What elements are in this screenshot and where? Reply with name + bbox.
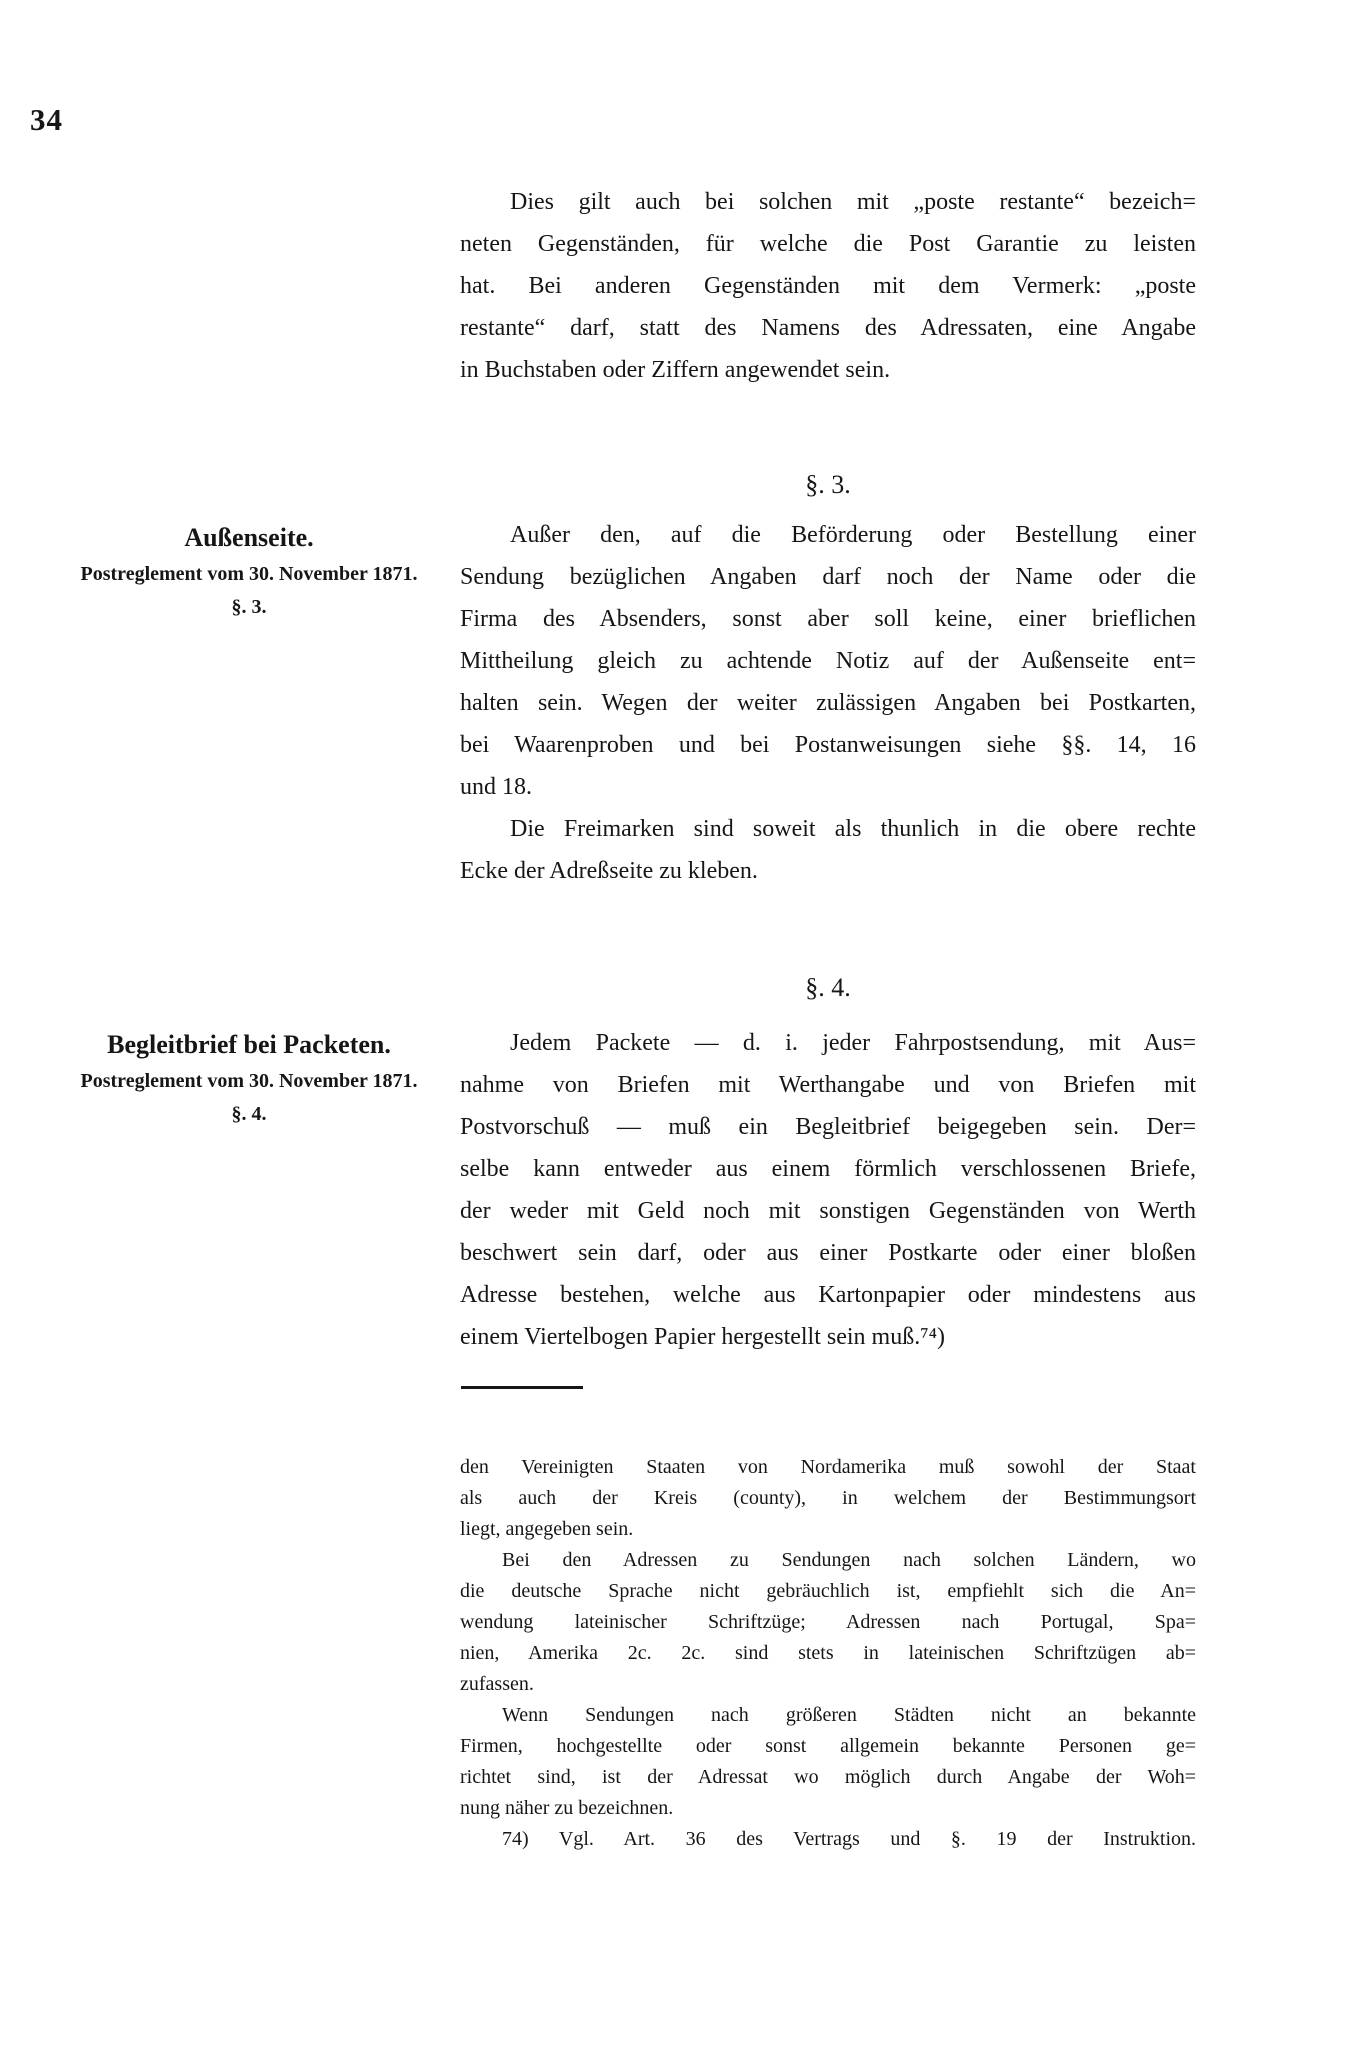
section-4-heading: §. 4.: [805, 973, 851, 1002]
text-line: halten sein. Wegen der weiter zulässigen Angaben bei Postkarten,: [460, 690, 1196, 716]
margin-note-title: Begleitbrief bei Packeten.: [107, 1030, 391, 1059]
text-line: richtet sind, ist der Adressat wo möglich durch Angabe der Woh=: [460, 1766, 1196, 1788]
text-line: Außer den, auf die Beförderung oder Bestellung einer: [510, 522, 1196, 548]
footnote-paragraph: [460, 1700, 1196, 1824]
section-3-paragraph-2: [460, 808, 1196, 892]
text-line: Wenn Sendungen nach größeren Städten nicht an bekannte: [502, 1704, 1196, 1726]
text-line: hat. Bei anderen Gegenständen mit dem Vermerk: „poste: [460, 273, 1196, 299]
text-line: in Buchstaben oder Ziffern angewendet sein.: [460, 357, 891, 383]
margin-note-source: Postreglement vom 30. November 1871.: [80, 563, 418, 585]
text-line: beschwert sein darf, oder aus einer Postkarte oder einer bloßen: [460, 1240, 1196, 1266]
section-3-paragraph-1: [460, 514, 1196, 808]
section-4-paragraph-1: [460, 1022, 1196, 1358]
text-line: Die Freimarken sind soweit als thunlich in die obere rechte: [510, 816, 1196, 842]
text-line: Mittheilung gleich zu achtende Notiz auf der Außenseite ent=: [460, 648, 1196, 674]
margin-note-begleitbrief: [34, 1026, 464, 1130]
text-line: 74) Vgl. Art. 36 des Vertrags und §. 19 der Instruktion.: [502, 1828, 1196, 1850]
footnote-paragraph: [460, 1545, 1196, 1700]
section-3-heading: §. 3.: [805, 470, 851, 499]
text-line: wendung lateinischer Schriftzüge; Adressen nach Portugal, Spa=: [460, 1611, 1196, 1633]
text-line: nahme von Briefen mit Werthangabe und von Briefen mit: [460, 1072, 1196, 1098]
text-line: nung näher zu bezeichnen.: [460, 1797, 674, 1819]
text-line: und 18.: [460, 774, 532, 800]
margin-note-source: Postreglement vom 30. November 1871.: [80, 1070, 418, 1092]
text-line: Firma des Absenders, sonst aber soll keine, einer brieflichen: [460, 606, 1196, 632]
text-line: nien, Amerika 2c. 2c. sind stets in lateinischen Schriftzügen ab=: [460, 1642, 1196, 1664]
text-line: einem Viertelbogen Papier hergestellt sein muß.⁷⁴): [460, 1324, 945, 1350]
text-line: den Vereinigten Staaten von Nordamerika muß sowohl der Staat: [460, 1456, 1196, 1478]
text-line: Adresse bestehen, welche aus Kartonpapier oder mindestens aus: [460, 1282, 1196, 1308]
text-line: Bei den Adressen zu Sendungen nach solchen Ländern, wo: [502, 1549, 1196, 1571]
footnote-paragraph: [460, 1452, 1196, 1545]
margin-note-aussenseite: [34, 519, 464, 623]
footnote-paragraph: [460, 1824, 1196, 1855]
text-line: Sendung bezüglichen Angaben darf noch der Name oder die: [460, 564, 1196, 590]
text-line: die deutsche Sprache nicht gebräuchlich ist, empfiehlt sich die An=: [460, 1580, 1196, 1602]
margin-note-section: §. 4.: [231, 1103, 267, 1125]
text-line: neten Gegenständen, für welche die Post Garantie zu leisten: [460, 231, 1196, 257]
text-line: restante“ darf, statt des Namens des Adressaten, eine Angabe: [460, 315, 1196, 341]
text-line: Dies gilt auch bei solchen mit „poste restante“ bezeich=: [510, 189, 1196, 215]
page-number: 34: [30, 102, 63, 137]
text-line: zufassen.: [460, 1673, 534, 1695]
text-line: Jedem Packete — d. i. jeder Fahrpostsendung, mit Aus=: [510, 1030, 1196, 1056]
footnote-block: [460, 1452, 1196, 1855]
text-line: Ecke der Adreßseite zu kleben.: [460, 858, 758, 884]
footnote-separator-rule: [461, 1386, 583, 1389]
intro-paragraph: [460, 181, 1196, 391]
text-line: Firmen, hochgestellte oder sonst allgemein bekannte Personen ge=: [460, 1735, 1196, 1757]
text-line: der weder mit Geld noch mit sonstigen Gegenständen von Werth: [460, 1198, 1196, 1224]
text-line: Postvorschuß — muß ein Begleitbrief beigegeben sein. Der=: [460, 1114, 1196, 1140]
text-line: als auch der Kreis (county), in welchem der Bestimmungsort: [460, 1487, 1196, 1509]
text-line: selbe kann entweder aus einem förmlich verschlossenen Briefe,: [460, 1156, 1196, 1182]
margin-note-title: Außenseite.: [184, 523, 314, 552]
text-line: bei Waarenproben und bei Postanweisungen siehe §§. 14, 16: [460, 732, 1196, 758]
text-line: liegt, angegeben sein.: [460, 1518, 634, 1540]
margin-note-section: §. 3.: [231, 596, 267, 618]
